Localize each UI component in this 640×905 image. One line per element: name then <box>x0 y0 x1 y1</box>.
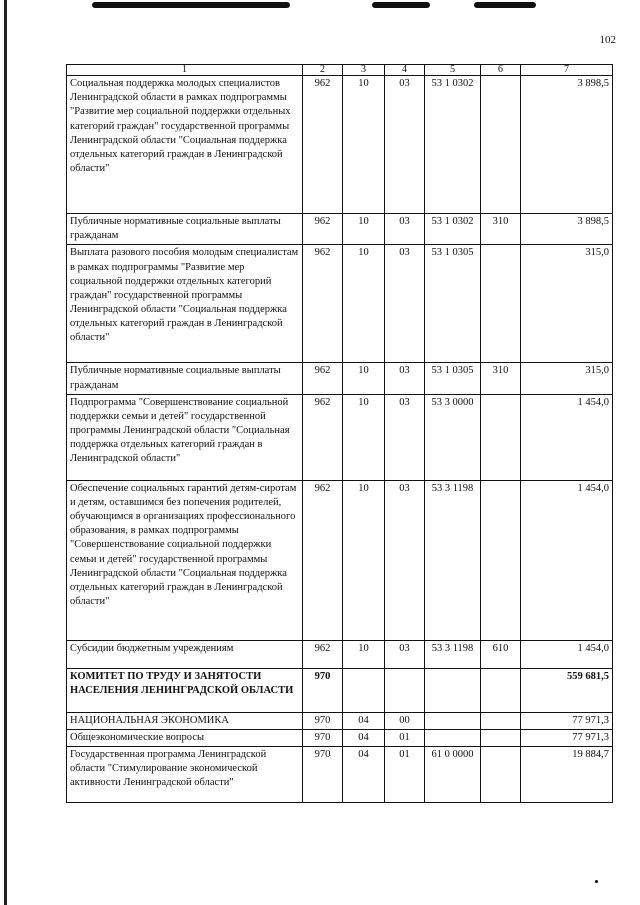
cell-expense-type <box>481 729 521 746</box>
cell-subsection: 03 <box>385 480 425 640</box>
table-row <box>67 363 613 394</box>
cell-ministry: 962 <box>303 640 343 668</box>
cell-subsection: 03 <box>385 245 425 363</box>
cell-target: 61 0 0000 <box>425 747 481 803</box>
row-name: Публичные нормативные социальные выплаты гражданам <box>67 363 303 394</box>
cell-target: 53 3 1198 <box>425 640 481 668</box>
row-name: Государственная программа Ленинградской области "Стимулирование экономической активности Ленинградской области" <box>67 747 303 803</box>
header-cell: 5 <box>425 65 481 76</box>
cell-section: 10 <box>343 394 385 480</box>
cell-section: 10 <box>343 76 385 214</box>
cell-subsection: 03 <box>385 214 425 245</box>
scan-artifact-bar <box>92 2 290 8</box>
cell-target <box>425 712 481 729</box>
cell-expense-type <box>481 712 521 729</box>
cell-amount: 315,0 <box>521 363 613 394</box>
table-row <box>67 668 613 712</box>
cell-ministry: 962 <box>303 245 343 363</box>
row-name: КОМИТЕТ ПО ТРУДУ И ЗАНЯТОСТИ НАСЕЛЕНИЯ ЛЕНИНГРАДСКОЙ ОБЛАСТИ <box>67 668 303 712</box>
cell-expense-type: 310 <box>481 214 521 245</box>
cell-expense-type: 310 <box>481 363 521 394</box>
table-row <box>67 712 613 729</box>
cell-expense-type: 610 <box>481 640 521 668</box>
cell-expense-type <box>481 747 521 803</box>
cell-section: 04 <box>343 712 385 729</box>
header-cell: 6 <box>481 65 521 76</box>
cell-amount: 77 971,3 <box>521 712 613 729</box>
header-cell: 1 <box>67 65 303 76</box>
scan-artifact-bar <box>474 2 536 8</box>
cell-ministry: 970 <box>303 729 343 746</box>
cell-expense-type <box>481 668 521 712</box>
cell-target <box>425 729 481 746</box>
cell-expense-type <box>481 245 521 363</box>
cell-section: 04 <box>343 729 385 746</box>
cell-section: 10 <box>343 214 385 245</box>
cell-section: 10 <box>343 245 385 363</box>
row-name: Социальная поддержка молодых специалистов Ленинградской области в рамках подпрограммы "Развитие мер социальной поддержки отдельных категорий граждан" государственной программы Ленинградской области "Социальная поддержка отдельных категорий граждан в Ленинградской области" <box>67 76 303 214</box>
cell-subsection: 01 <box>385 729 425 746</box>
cell-target <box>425 668 481 712</box>
cell-amount: 1 454,0 <box>521 480 613 640</box>
cell-amount: 559 681,5 <box>521 668 613 712</box>
cell-ministry: 962 <box>303 480 343 640</box>
cell-section <box>343 668 385 712</box>
table-row <box>67 747 613 803</box>
cell-amount: 77 971,3 <box>521 729 613 746</box>
row-name: Выплата разового пособия молодым специалистам в рамках подпрограммы "Развитие мер социальной поддержки отдельных категорий граждан" государственной программы Ленинградской области "Социальная поддержка отдельных категорий граждан в Ленинградской области" <box>67 245 303 363</box>
cell-ministry: 962 <box>303 363 343 394</box>
cell-subsection: 00 <box>385 712 425 729</box>
cell-target: 53 3 1198 <box>425 480 481 640</box>
cell-subsection: 03 <box>385 394 425 480</box>
cell-subsection: 03 <box>385 640 425 668</box>
row-name: Обеспечение социальных гарантий детям-сиротам и детям, оставшимся без попечения родителей, обучающимся в организациях профессионального образования, в рамках подпрограммы "Совершенствование социальной поддержки семьи и детей" государственной программы Ленинградской области "Социальная поддержка отдельных категорий граждан в Ленинградской области" <box>67 480 303 640</box>
header-cell: 2 <box>303 65 343 76</box>
cell-amount: 1 454,0 <box>521 394 613 480</box>
row-name: НАЦИОНАЛЬНАЯ ЭКОНОМИКА <box>67 712 303 729</box>
cell-amount: 315,0 <box>521 245 613 363</box>
table-row <box>67 245 613 363</box>
cell-section: 10 <box>343 480 385 640</box>
cell-target: 53 1 0302 <box>425 76 481 214</box>
row-name: Общеэкономические вопросы <box>67 729 303 746</box>
table-row <box>67 394 613 480</box>
cell-ministry: 962 <box>303 214 343 245</box>
cell-target: 53 3 0000 <box>425 394 481 480</box>
page-number: 102 <box>599 34 616 46</box>
header-cell: 4 <box>385 65 425 76</box>
cell-ministry: 970 <box>303 712 343 729</box>
budget-table <box>66 64 613 803</box>
header-row <box>67 65 613 76</box>
cell-section: 10 <box>343 640 385 668</box>
cell-ministry: 970 <box>303 747 343 803</box>
scan-left-edge <box>4 0 7 905</box>
cell-ministry: 970 <box>303 668 343 712</box>
table-row <box>67 640 613 668</box>
cell-section: 04 <box>343 747 385 803</box>
scan-artifact-bar <box>372 2 430 8</box>
scan-speck <box>595 880 598 883</box>
cell-expense-type <box>481 480 521 640</box>
cell-expense-type <box>481 76 521 214</box>
cell-expense-type <box>481 394 521 480</box>
cell-ministry: 962 <box>303 394 343 480</box>
table-row <box>67 76 613 214</box>
cell-subsection: 01 <box>385 747 425 803</box>
table-row <box>67 480 613 640</box>
cell-amount: 3 898,5 <box>521 214 613 245</box>
table-row <box>67 729 613 746</box>
header-cell: 7 <box>521 65 613 76</box>
cell-target: 53 1 0302 <box>425 214 481 245</box>
row-name: Подпрограмма "Совершенствование социальной поддержки семьи и детей" государственной программы Ленинградской области "Социальная поддержка отдельных категорий граждан в Ленинградской области" <box>67 394 303 480</box>
cell-amount: 3 898,5 <box>521 76 613 214</box>
cell-target: 53 1 0305 <box>425 363 481 394</box>
cell-amount: 1 454,0 <box>521 640 613 668</box>
cell-ministry: 962 <box>303 76 343 214</box>
cell-subsection: 03 <box>385 76 425 214</box>
header-cell: 3 <box>343 65 385 76</box>
row-name: Субсидии бюджетным учреждениям <box>67 640 303 668</box>
cell-subsection: 03 <box>385 363 425 394</box>
cell-target: 53 1 0305 <box>425 245 481 363</box>
row-name: Публичные нормативные социальные выплаты гражданам <box>67 214 303 245</box>
cell-amount: 19 884,7 <box>521 747 613 803</box>
cell-section: 10 <box>343 363 385 394</box>
cell-subsection <box>385 668 425 712</box>
table-row <box>67 214 613 245</box>
